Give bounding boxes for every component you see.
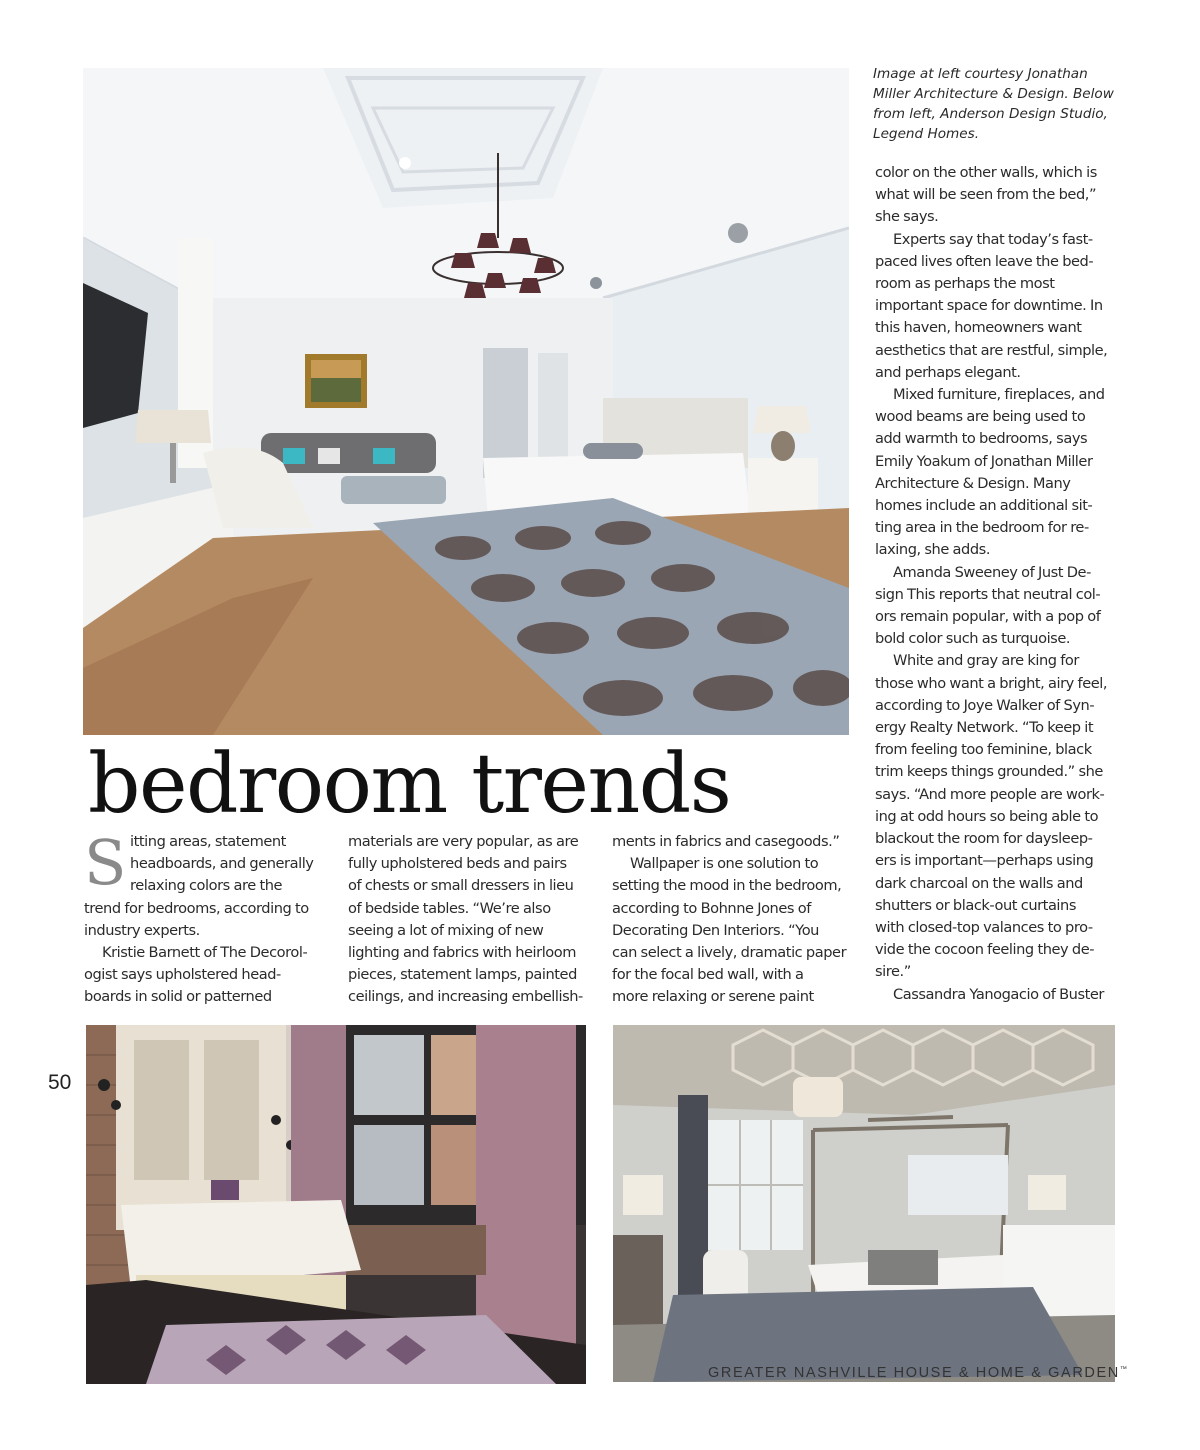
body-line: boards in solid or patterned [84, 988, 272, 1006]
body-line: fully upholstered beds and pairs [348, 855, 567, 873]
body-line: shutters or black-out curtains [875, 896, 1076, 914]
body-line: Kristie Barnett of The Decorol- [102, 944, 308, 962]
body-line: dark charcoal on the walls and [875, 874, 1083, 892]
body-line: trim keeps things grounded.” she [875, 763, 1103, 781]
body-line: itting areas, statement [130, 833, 286, 850]
body-line: says. “And more people are work- [875, 785, 1105, 803]
body-line: sign This reports that neutral col- [875, 585, 1101, 603]
body-line: sire.” [875, 963, 911, 981]
body-line: blackout the room for daysleep- [875, 830, 1093, 848]
body-line: industry experts. [84, 921, 200, 939]
body-line: important space for downtime. In [875, 297, 1103, 315]
body-line: she says. [875, 208, 939, 226]
page-number: 50 [48, 1071, 72, 1094]
body-line: according to Bohnne Jones of [612, 899, 811, 917]
body-line: of chests or small dressers in lieu [348, 877, 574, 895]
body-line: from feeling too feminine, black [875, 741, 1092, 759]
body-line: Mixed furniture, fireplaces, and [893, 386, 1105, 404]
body-line: Cassandra Yanogacio of Buster [893, 985, 1104, 1003]
body-line: lighting and fabrics with heirloom [348, 944, 577, 962]
body-line: paced lives often leave the bed- [875, 252, 1094, 270]
body-line: seeing a lot of mixing of new [348, 921, 544, 939]
body-line: wood beams are being used to [875, 408, 1086, 426]
body-line: Wallpaper is one solution to [630, 855, 819, 873]
body-column-1 [84, 826, 334, 1009]
body-line: of bedside tables. “We’re also [348, 899, 551, 917]
body-line: this haven, homeowners want [875, 319, 1082, 337]
body-line: and perhaps elegant. [875, 363, 1021, 381]
body-line: Emily Yoakum of Jonathan Miller [875, 452, 1093, 470]
body-column-2 [348, 831, 598, 1009]
drop-cap: S [84, 826, 127, 899]
body-line: White and gray are king for [893, 652, 1079, 670]
body-line: ers is important—perhaps using [875, 852, 1094, 870]
magazine-masthead [708, 1365, 1127, 1381]
body-column-3 [612, 831, 862, 1009]
masthead-text: GREATER NASHVILLE HOUSE & HOME & GARDEN [708, 1365, 1120, 1381]
body-line: ors remain popular, with a pop of [875, 608, 1101, 626]
body-line: Decorating Den Interiors. “You [612, 921, 819, 939]
trademark-symbol: ™ [1119, 1366, 1127, 1374]
body-line: color on the other walls, which is [875, 164, 1097, 181]
body-line: those who want a bright, airy feel, [875, 674, 1108, 692]
body-line: ogist says upholstered head- [84, 966, 281, 984]
body-line: for the focal bed wall, with a [612, 966, 804, 984]
hero-bedroom-photo [83, 68, 849, 735]
body-line: ting area in the bedroom for re- [875, 519, 1089, 537]
body-line: materials are very popular, as are [348, 833, 579, 850]
photo-credit-caption: Image at left courtesy Jonathan Miller Architecture & Design. Below from left, Anderson Design Studio, Legend Homes. [873, 66, 1114, 142]
body-line: vide the cocoon feeling they de- [875, 941, 1095, 959]
body-line: homes include an additional sit- [875, 497, 1093, 515]
body-line: ergy Realty Network. “To keep it [875, 719, 1094, 737]
body-line: ing at odd hours so being able to [875, 807, 1099, 825]
body-line: add warmth to bedrooms, says [875, 430, 1088, 448]
body-line: relaxing colors are the [130, 877, 283, 895]
body-line: pieces, statement lamps, painted [348, 966, 577, 984]
body-line: what will be seen from the bed,” [875, 186, 1097, 204]
body-line: more relaxing or serene paint [612, 988, 814, 1006]
body-line: Amanda Sweeney of Just De- [893, 563, 1091, 581]
body-line: laxing, she adds. [875, 541, 991, 559]
body-line: can select a lively, dramatic paper [612, 944, 847, 962]
body-line: ceilings, and increasing embellish- [348, 988, 583, 1006]
body-line: bold color such as turquoise. [875, 630, 1071, 648]
body-line: according to Joye Walker of Syn- [875, 696, 1095, 714]
body-line: trend for bedrooms, according to [84, 899, 309, 917]
body-line: headboards, and generally [130, 855, 314, 873]
body-line: with closed-top valances to pro- [875, 918, 1093, 936]
body-line: Experts say that today’s fast- [893, 230, 1093, 248]
body-line: Architecture & Design. Many [875, 474, 1071, 492]
canopy-bedroom-photo [613, 1025, 1115, 1382]
body-line: aesthetics that are restful, simple, [875, 341, 1108, 359]
body-line: ments in fabrics and casegoods.” [612, 833, 840, 850]
article-headline: bedroom trends [88, 737, 731, 832]
body-column-4 [875, 162, 1125, 1006]
body-line: setting the mood in the bedroom, [612, 877, 842, 895]
loft-bedroom-photo [86, 1025, 586, 1384]
body-line: room as perhaps the most [875, 275, 1055, 293]
